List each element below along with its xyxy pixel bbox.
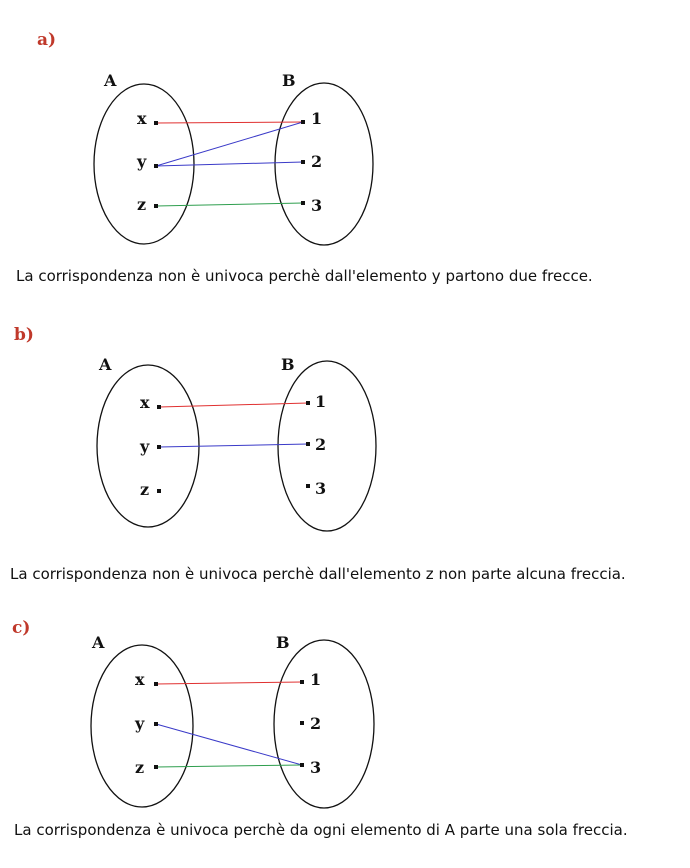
element-a-x-label: x [140,393,150,412]
section-c-label: c) [12,618,31,638]
element-a-y-label: y [135,714,145,733]
set-b-ellipse [278,361,376,531]
diagram-b [0,345,690,545]
element-b-2-label: 2 [311,152,323,171]
element-b-1-dot [300,680,304,684]
arrow-y-1 [156,122,303,166]
caption-c: La corrispondenza è univoca perchè da ogni elemento di A parte una sola freccia. [14,821,628,839]
element-b-1-label: 1 [311,109,323,128]
arrow-y-2 [156,162,303,166]
element-a-x-dot [157,405,161,409]
element-b-1-label: 1 [310,670,322,689]
element-b-3-label: 3 [315,479,327,498]
element-b-1-dot [301,120,305,124]
element-b-3-dot [306,484,310,488]
arrow-y-3 [156,724,302,765]
element-a-x-label: x [135,670,145,689]
element-a-y-label: y [140,437,150,456]
set-b-label: B [276,633,290,652]
set-b-ellipse [274,640,374,808]
element-a-y-label: y [137,152,147,171]
element-a-z-dot [154,765,158,769]
set-b-label: B [281,355,295,374]
element-b-3-label: 3 [311,196,323,215]
element-b-3-dot [300,763,304,767]
element-b-1-dot [306,401,310,405]
diagram-c [0,625,690,825]
element-b-2-dot [300,721,304,725]
section-b-label: b) [14,325,34,345]
element-a-x-dot [154,682,158,686]
element-b-2-dot [306,442,310,446]
set-b-label: B [282,71,296,90]
section-a-label: a) [37,30,57,50]
element-b-2-label: 2 [310,714,322,733]
element-b-1-label: 1 [315,392,327,411]
element-a-x-label: x [137,109,147,128]
caption-b: La corrispondenza non è univoca perchè dall'elemento z non parte alcuna freccia. [10,565,626,583]
element-a-y-dot [154,164,158,168]
diagram-a [0,60,690,260]
set-a-label: A [99,355,112,374]
element-a-z-dot [157,489,161,493]
element-a-y-dot [154,722,158,726]
arrow-y-2 [159,444,308,447]
element-a-z-label: z [137,195,147,214]
element-a-x-dot [154,121,158,125]
set-a-label: A [92,633,105,652]
element-a-z-label: z [135,758,145,777]
set-b-ellipse [275,83,373,245]
element-a-z-label: z [140,480,150,499]
caption-a: La corrispondenza non è univoca perchè dall'elemento y partono due frecce. [16,267,593,285]
set-a-label: A [104,71,117,90]
element-b-2-label: 2 [315,435,327,454]
element-a-y-dot [157,445,161,449]
arrow-x-1 [159,403,308,407]
arrow-x-1 [156,122,303,123]
element-a-z-dot [154,204,158,208]
element-b-2-dot [301,160,305,164]
element-b-3-label: 3 [310,758,322,777]
element-b-3-dot [301,201,305,205]
